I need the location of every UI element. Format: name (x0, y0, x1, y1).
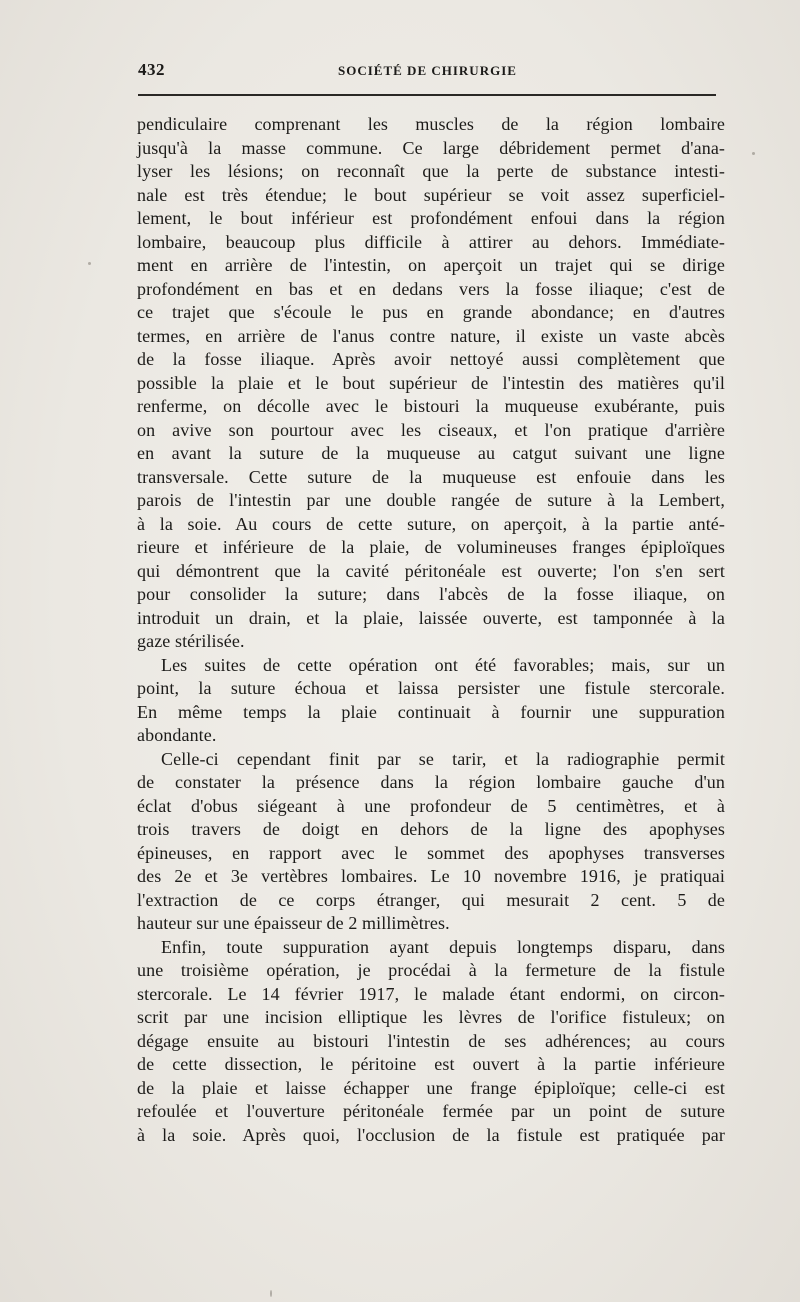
text-line: ment en arrière de l'intestin, on aperçoit un trajet qui se dirige (137, 255, 725, 275)
text-line: épineuses, en rapport avec le sommet des apophyses transverses (137, 842, 725, 863)
text-line: abondante. (137, 725, 217, 745)
text-line: lyser les lésions; on reconnaît que la perte de substance intesti- (137, 161, 725, 181)
paragraph (137, 748, 725, 936)
text-line: Les suites de cette opération ont été favorables; mais, sur un (161, 654, 725, 675)
text-line: hauteur sur une épaisseur de 2 millimètres. (137, 913, 450, 933)
text-line: jusqu'à la masse commune. Ce large débridement permet d'ana- (137, 137, 725, 158)
text-line: une troisième opération, je procédai à la fermeture de la fistule (137, 960, 725, 980)
text-line: on avive son pourtour avec les ciseaux, et l'on pratique d'arrière (137, 419, 725, 440)
page-number: 432 (138, 60, 165, 79)
running-head: SOCIÉTÉ DE CHIRURGIE (338, 63, 517, 78)
text-line: de cette dissection, le péritoine est ouvert à la partie inférieure (137, 1054, 725, 1074)
header-rule (138, 94, 716, 96)
text-line: scrit par une incision elliptique les lèvres de l'orifice fistuleux; on (137, 1007, 725, 1027)
text-line: profondément en bas et en dedans vers la fosse iliaque; c'est de (137, 278, 725, 299)
text-line: point, la suture échoua et laissa persister une fistule stercorale. (137, 678, 725, 698)
text-line: lombaire, beaucoup plus difficile à attirer au dehors. Immédiate- (137, 231, 725, 252)
text-line: à la soie. Au cours de cette suture, on aperçoit, à la partie anté- (137, 513, 725, 534)
text-line: l'extraction de ce corps étranger, qui mesurait 2 cent. 5 de (137, 889, 725, 910)
paragraph (137, 654, 725, 748)
text-line: lement, le bout inférieur est profondément enfoui dans la région (137, 208, 725, 228)
text-line: gaze stérilisée. (137, 631, 245, 651)
text-line: pour consolider la suture; dans l'abcès de la fosse iliaque, on (137, 584, 725, 604)
text-line: Celle-ci cependant finit par se tarir, et la radiographie permit (161, 748, 725, 769)
paragraph (137, 936, 725, 1148)
body-text (137, 113, 725, 1147)
text-line: éclat d'obus siégeant à une profondeur de 5 centimètres, et à (137, 795, 725, 816)
paper-speck (270, 1290, 272, 1297)
text-line: introduit un drain, et la plaie, laissée ouverte, est tamponnée à la (137, 607, 725, 628)
text-line: de la plaie et laisse échapper une frange épiploïque; celle-ci est (137, 1077, 725, 1098)
paper-speck (752, 152, 755, 155)
text-line: termes, en arrière de l'anus contre nature, il existe un vaste abcès (137, 325, 725, 346)
text-line: transversale. Cette suture de la muqueuse est enfouie dans les (137, 466, 725, 487)
text-line: refoulée et l'ouverture péritonéale fermée par un point de suture (137, 1101, 725, 1121)
text-line: de la fosse iliaque. Après avoir nettoyé aussi complètement que (137, 349, 725, 369)
text-line: renferme, on décolle avec le bistouri la muqueuse exubérante, puis (137, 396, 725, 416)
text-line: En même temps la plaie continuait à fournir une suppuration (137, 701, 725, 722)
text-line: Enfin, toute suppuration ayant depuis longtemps disparu, dans (161, 936, 725, 957)
text-line: rieure et inférieure de la plaie, de volumineuses franges épiploïques (137, 537, 725, 557)
text-line: pendiculaire comprenant les muscles de la région lombaire (137, 114, 725, 134)
paper-speck (88, 262, 91, 265)
page-header (138, 60, 718, 86)
text-line: stercorale. Le 14 février 1917, le malade étant endormi, on circon- (137, 983, 725, 1004)
text-line: nale est très étendue; le bout supérieur se voit assez superficiel- (137, 184, 725, 205)
text-line: qui démontrent que la cavité péritonéale est ouverte; l'on s'en sert (137, 560, 725, 581)
text-line: trois travers de doigt en dehors de la ligne des apophyses (137, 819, 725, 839)
text-line: en avant la suture de la muqueuse au catgut suivant une ligne (137, 443, 725, 463)
text-line: possible la plaie et le bout supérieur de l'intestin des matières qu'il (137, 372, 725, 393)
text-line: des 2e et 3e vertèbres lombaires. Le 10 novembre 1916, je pratiquai (137, 866, 725, 886)
paragraph (137, 113, 725, 654)
text-line: de constater la présence dans la région lombaire gauche d'un (137, 772, 725, 792)
text-line: parois de l'intestin par une double rangée de suture à la Lembert, (137, 490, 725, 510)
text-line: à la soie. Après quoi, l'occlusion de la fistule est pratiquée par (137, 1124, 725, 1145)
text-line: dégage ensuite au bistouri l'intestin de ses adhérences; au cours (137, 1030, 725, 1051)
text-line: ce trajet que s'écoule le pus en grande abondance; en d'autres (137, 302, 725, 322)
